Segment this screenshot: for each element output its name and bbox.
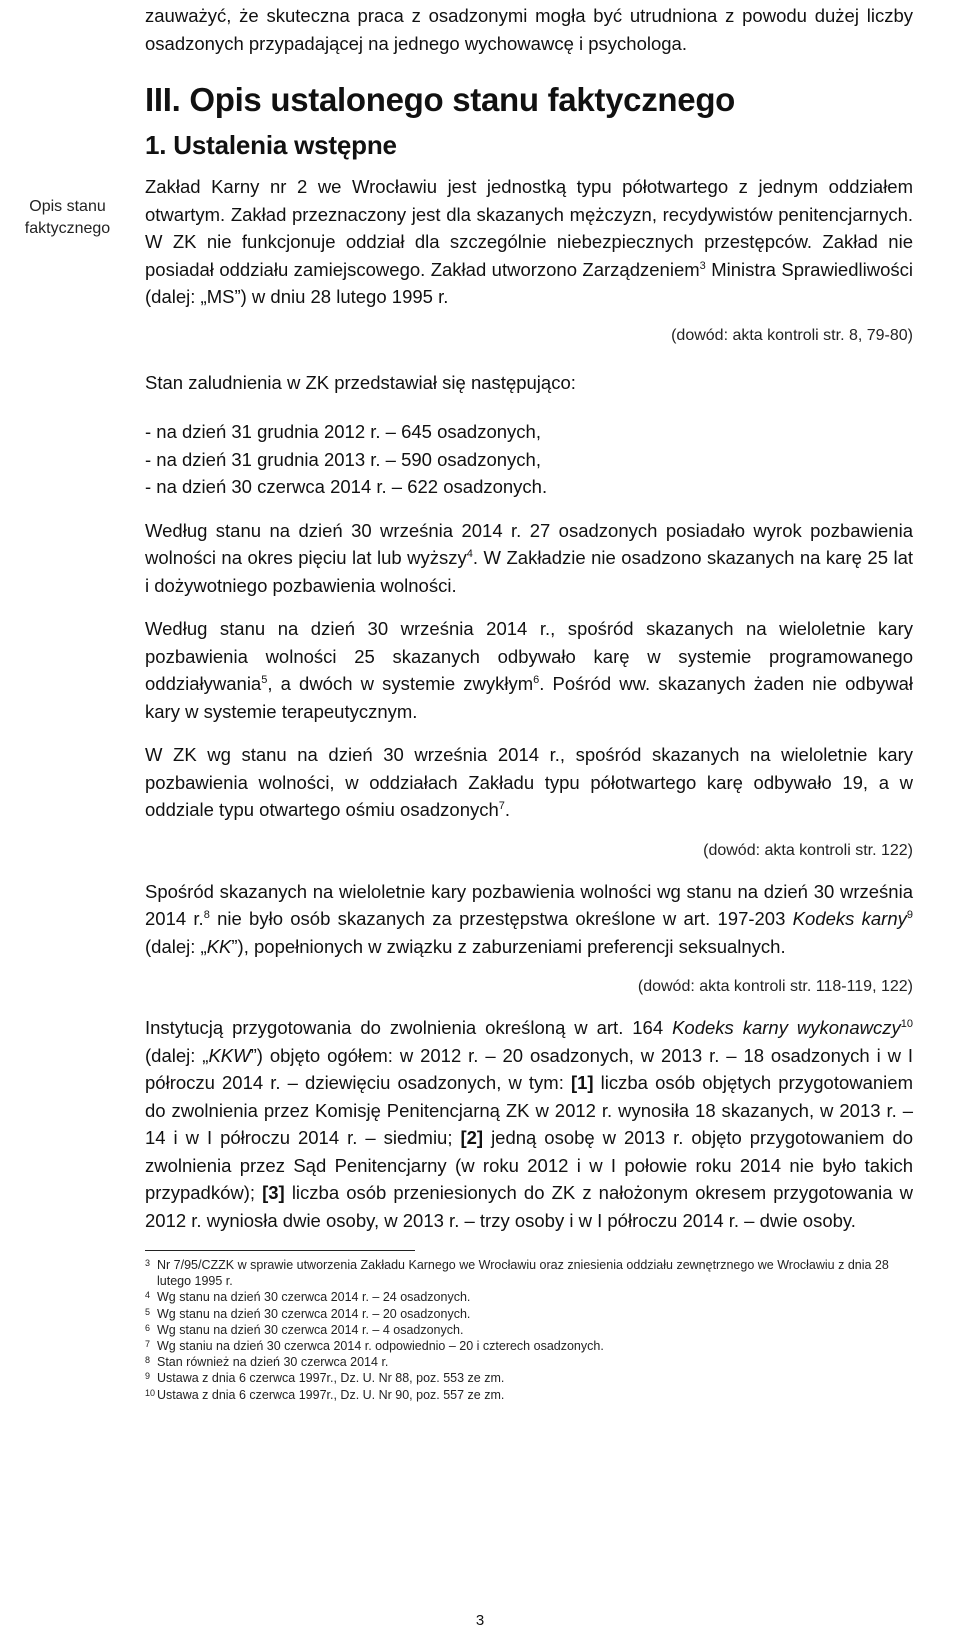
enumeration-marker: [1] (570, 1072, 594, 1093)
paragraph-2 (145, 517, 913, 600)
p6-text-c: ”) objęto ogółem: w 2012 r. – 20 osadzonych, w 2013 r. – 18 osadzonych i w I półroczu 2014 r. – dziewięciu osadzonych, w tym: (145, 1044, 913, 1093)
footnote-text: Nr 7/95/CZZK w sprawie utworzenia Zakładu Karnego we Wrocławiu oraz zniesienia oddziału zewnętrznego we Wrocławiu z dnia 28 lutego 1995 r. (157, 1258, 889, 1289)
paragraph-4 (145, 741, 913, 824)
paragraph-5 (145, 878, 913, 961)
p6-text-a: Instytucją przygotowania do zwolnienia określoną w art. 164 (145, 1017, 673, 1038)
page-number: 3 (475, 1612, 485, 1629)
footnote-number: 4 (145, 1290, 151, 1301)
enumeration-marker: [3] (262, 1182, 285, 1203)
list-item: - na dzień 30 czerwca 2014 r. – 622 osadzonych. (145, 476, 548, 497)
footnote-ref-8[interactable]: 8 (203, 908, 210, 921)
footnote-text: Wg stanu na dzień 30 czerwca 2014 r. – 20 osadzonych. (157, 1306, 471, 1321)
footnote-number: 8 (145, 1355, 151, 1366)
footnote-number: 5 (145, 1306, 151, 1317)
p5-text-d: ”), popełnionych w związku z zaburzeniami preferencji seksualnych. (231, 935, 786, 957)
footnote-number: 9 (145, 1371, 151, 1382)
footnote-text: Wg stanu na dzień 30 czerwca 2014 r. – 24 osadzonych. (157, 1290, 471, 1305)
population-intro: Stan zaludnienia w ZK przedstawiał się następująco: (145, 371, 576, 393)
kodeks-karny-wykonawczy-title: Kodeks karny wykonawczy (672, 1017, 901, 1038)
footnote-item (145, 1322, 913, 1338)
p4-text-a: W ZK wg stanu na dzień 30 września 2014 r., spośród skazanych na wieloletnie kary pozbawienia wolności, w oddziałach Zakładu typu półotwartego karę odbywało 19, a w oddziale typu otwartego ośmiu osadzonych (145, 744, 913, 820)
p6-text-d: liczba osób objętych przygotowaniem do zwolnienia przez Komisję Penitencjarną ZK w 2012 r. wynosiła 18 skazanych, w 2013 r. – 14 i w I półroczu 2014 r. – siedmiu; (145, 1072, 913, 1148)
paragraph-6 (145, 1014, 913, 1234)
intro-continuation: zauważyć, że skuteczna praca z osadzonymi mogła być utrudniona z powodu dużej liczby osadzonych przypadającej na jednego wychowawcę i psychologa. (145, 5, 913, 54)
evidence-note-1: (dowód: akta kontroli str. 8, 79-80) (671, 326, 913, 344)
p5-text-b: nie było osób skazanych za przestępstwa określone w art. 197-203 (209, 908, 793, 929)
kk-abbreviation: KK (206, 935, 232, 957)
footnote-item (145, 1354, 913, 1370)
footnote-text: Ustawa z dnia 6 czerwca 1997r., Dz. U. Nr 88, poz. 553 ze zm. (157, 1371, 505, 1386)
footnote-item (145, 1370, 913, 1386)
footnote-ref-10[interactable]: 10 (900, 1017, 913, 1030)
footnote-number: 10 (145, 1387, 156, 1398)
margin-note: Opis stanu faktycznego (24, 198, 111, 237)
p2-text-a: Według stanu na dzień 30 września 2014 r. 27 osadzonych posiadało wyrok pozbawienia wolności na okres pięciu lat lub wyższy (145, 519, 913, 568)
p5-text-c: (dalej: „ (145, 935, 207, 957)
evidence-note-2: (dowód: akta kontroli str. 122) (703, 841, 913, 859)
list-item: - na dzień 31 grudnia 2012 r. – 645 osadzonych, (145, 421, 541, 442)
list-item: - na dzień 31 grudnia 2013 r. – 590 osadzonych, (145, 448, 541, 470)
p2-text-b: . W Zakładzie nie osadzono skazanych na karę 25 lat i dożywotniego pozbawienia wolności. (145, 547, 913, 596)
footnote-item (145, 1387, 913, 1403)
footnote-item (145, 1338, 913, 1354)
footnote-ref-7[interactable]: 7 (498, 799, 505, 812)
p6-text-f: liczba osób przeniesionych do ZK z nałożonym okresem przygotowania w 2012 r. wyniosła dwie osoby, w 2013 r. – trzy osoby i w I półroczu 2014 r. – dwie osoby. (145, 1182, 913, 1231)
p1-text-b: Ministra Sprawiedliwości (dalej: „MS”) w dniu 28 lutego 1995 r. (145, 258, 913, 307)
footnote-text: Wg stanu na dzień 30 czerwca 2014 r. – 4 osadzonych. (157, 1322, 464, 1337)
p1-text-a: Zakład Karny nr 2 we Wrocławiu jest jednostką typu półotwartego z jednym oddziałem otwartym. Zakład przeznaczony jest dla skazanych mężczyzn, recydywistów penitencjarnych. W ZK nie funkcjonuje oddział dla szczególnie niebezpiecznych przestępców. Zakład nie posiadał oddziału zamiejscowego. Zakład utworzono Zarządzeniem (145, 176, 913, 280)
footnotes (145, 1257, 913, 1403)
p3-text-a: Według stanu na dzień 30 września 2014 r., spośród skazanych na wieloletnie kary pozbawienia wolności 25 skazanych odbywało karę w systemie programowanego oddziaływania (145, 618, 913, 694)
footnote-ref-3[interactable]: 3 (699, 259, 706, 272)
footnote-text: Wg staniu na dzień 30 czerwca 2014 r. odpowiednio – 20 i czterech osadzonych. (157, 1339, 604, 1354)
footnote-divider (145, 1250, 415, 1251)
footnote-item (145, 1306, 913, 1322)
footnote-ref-9[interactable]: 9 (906, 908, 913, 921)
evidence-note-3: (dowód: akta kontroli str. 118-119, 122) (637, 978, 913, 995)
section-title: III. Opis ustalonego stanu faktycznego (145, 81, 736, 118)
footnote-number: 3 (145, 1258, 151, 1268)
main-content (145, 2, 913, 1403)
footnote-ref-6[interactable]: 6 (533, 673, 540, 686)
subsection-title: 1. Ustalenia wstępne (145, 130, 397, 160)
footnote-ref-5[interactable]: 5 (261, 673, 268, 686)
kkw-abbreviation: KKW (208, 1044, 251, 1066)
footnote-item (145, 1257, 913, 1289)
p6-text-b: (dalej: „ (145, 1044, 209, 1066)
kodeks-karny-title: Kodeks karny (792, 908, 907, 929)
p6-text-e: jedną osobę w 2013 r. objęto przygotowaniem do zwolnienia przez Sąd Penitencjarny (w roku 2012 i w I połowie roku 2014 nie było takich przypadków); (145, 1127, 914, 1203)
footnote-text: Stan również na dzień 30 czerwca 2014 r. (157, 1355, 389, 1370)
footnote-item (145, 1289, 913, 1305)
footnote-text: Ustawa z dnia 6 czerwca 1997r., Dz. U. Nr 90, poz. 557 ze zm. (157, 1387, 505, 1402)
p3-text-b: , a dwóch w systemie zwykłym (267, 673, 534, 694)
footnote-number: 7 (145, 1339, 151, 1350)
p3-text-c: . Pośród ww. skazanych żaden nie odbywał kary w systemie terapeutycznym. (145, 673, 913, 722)
footnote-ref-4[interactable]: 4 (466, 547, 473, 560)
footnote-number: 6 (145, 1322, 151, 1333)
p5-text-a: Spośród skazanych na wieloletnie kary pozbawienia wolności wg stanu na dzień 30 września 2014 r. (145, 880, 913, 929)
p4-text-b: . (504, 799, 511, 820)
enumeration-marker: [2] (460, 1127, 484, 1148)
paragraph-3 (145, 615, 913, 725)
population-list (145, 418, 913, 501)
paragraph-1 (145, 173, 913, 311)
